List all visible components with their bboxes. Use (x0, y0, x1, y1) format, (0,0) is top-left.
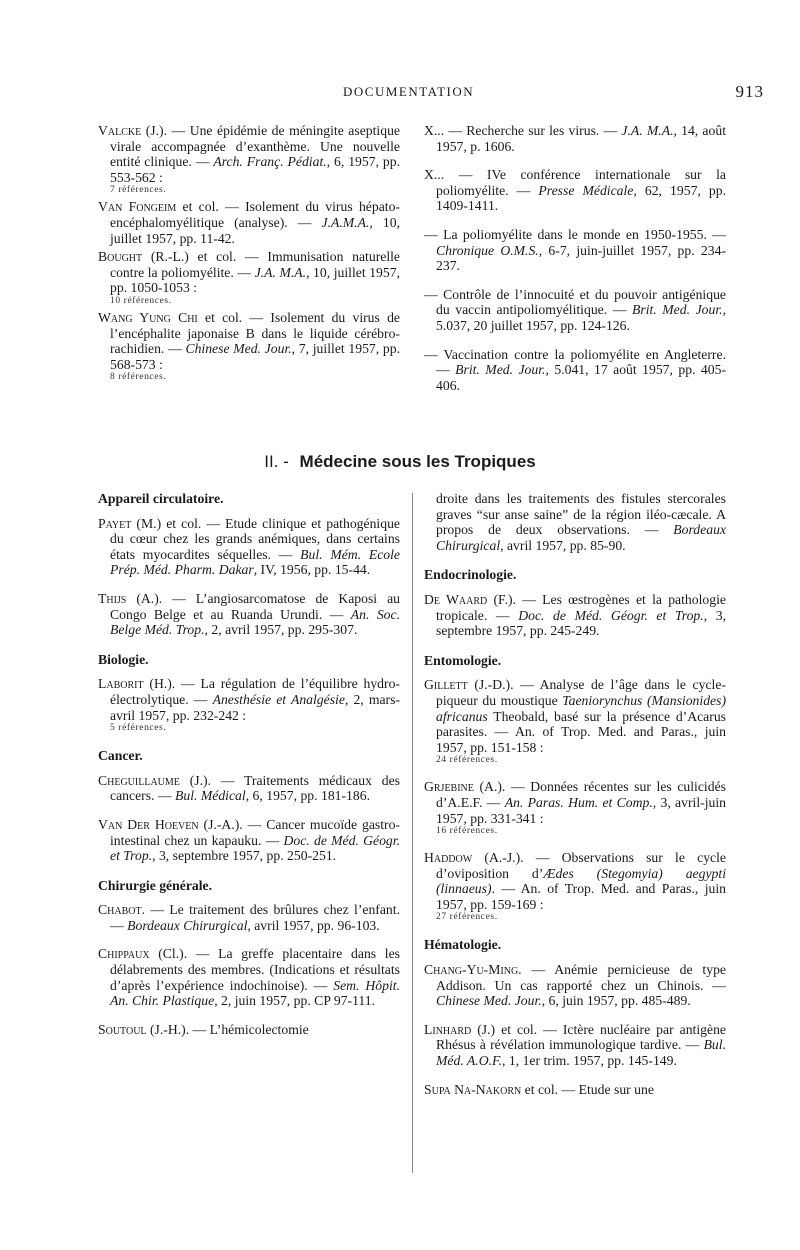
entry-title: — IVe conférence internationale sur la poliomyélite. — (436, 167, 726, 198)
entry-citation: Theobald, basé sur la présence d’Acarus parasites. — An. of Trop. Med. and Paras., juin 1957, pp. 151-158 : (436, 708, 726, 755)
entry-title: — Immunisation naturelle contre la poliomyélite. — (110, 249, 401, 280)
entry-citation: , 62, 1957, pp. 1409-1411. (436, 182, 727, 214)
entry-source: Ædes (Stegomyia) aegypti (linnaeus) (436, 865, 726, 897)
bibliography-entry (98, 773, 400, 804)
section-heading: Biologie. (98, 651, 149, 667)
entry-title: — L’angiosarcomatose de Kaposi au Congo Belge et au Ruanda Urundi. — (110, 590, 400, 622)
entry-citation: , 6, juin 1957, pp. 485-489. (541, 993, 691, 1009)
entry-source: Bul. Mém. Ecole Prép. Méd. Pharm. Dakar (110, 546, 400, 578)
section-heading: Cancer. (98, 748, 143, 764)
top-left-column (98, 123, 400, 386)
section-heading: Hématologie. (424, 937, 502, 953)
entry-source: Anesthésie et Analgésie (212, 691, 345, 707)
entry-title: — Observations sur le cycle d’oviposition d’ (436, 850, 726, 881)
entry-citation: , avril 1957, pp. 96-103. (247, 917, 380, 933)
entry-initials: (R.-L.) et col. (142, 249, 237, 265)
entry-source: J.A.M.A. (321, 214, 370, 230)
entry-author: Chang-Yu-Ming. (424, 962, 522, 978)
entry-source: An. Paras. Hum. et Comp. (504, 794, 653, 810)
entry-source: J.A. M.A. (621, 123, 674, 138)
entry-author: Supa Na-Nakorn (424, 1081, 522, 1097)
entry-citation: , 2, mars-avril 1957, pp. 232-242 : (110, 691, 401, 723)
entry-title: — Traitements médicaux des cancers. — (110, 772, 400, 804)
entry-citation: , 3, septembre 1957, pp. 245-249. (436, 607, 726, 639)
entry-lead: X... (424, 123, 445, 138)
entry-citation: . — An. of Trop. Med. and Paras., juin 1957, pp. 159-169 : (436, 881, 726, 912)
entry-source: Bul. Méd. A.O.F. (436, 1037, 726, 1069)
entry-title: — Cancer mucoïde gastro-intestinal chez un kapauku. — (110, 816, 400, 848)
column-divider (412, 493, 413, 1173)
continued-entry (424, 491, 726, 553)
bibliography-entry (424, 677, 726, 766)
entry-source: Brit. Med. Jour. (632, 302, 723, 318)
section-heading: Entomologie. (424, 652, 502, 668)
entry-source: Bul. Médical (174, 788, 246, 804)
entry-source: Arch. Franç. Pédiat. (213, 154, 327, 170)
entry-citation: , 6, 1957, pp. 181-186. (245, 788, 371, 804)
running-title: DOCUMENTATION (343, 84, 475, 99)
entry-author: Payet (98, 515, 132, 531)
entry-source: Presse Médicale (538, 182, 634, 198)
entry-source: An. Soc. Belge Méd. Trop. (110, 606, 400, 638)
entry-title: — La greffe placentaire dans les délabrements des membres. (Indications et résultats d’après l’expérience indochinoise). — (110, 946, 400, 993)
entry-source: Chinese Med. Jour. (436, 993, 542, 1009)
entry-initials: (J.) et col. (471, 1021, 538, 1037)
entry-source: Doc. de Méd. Géogr. et Trop. (110, 832, 400, 864)
entry-initials: et col. (176, 199, 219, 215)
entry-citation: , 14, août 1957, p. 1606. (436, 123, 726, 154)
entry-source: Brit. Med. Jour. (455, 362, 546, 378)
entry-references: 7 références. (110, 185, 167, 196)
bibliography-entry (98, 249, 400, 307)
entry-title: — Contrôle de l’innocuité et du pouvoir antigénique du vaccin antipoliomyélitique. — (424, 286, 726, 318)
entry-author: Gillett (424, 677, 468, 693)
entry-title: — Etude sur une (558, 1081, 654, 1097)
bibliography-entry (98, 199, 400, 246)
entry-initials: (F.). (487, 591, 516, 607)
entry-title: — Recherche sur les virus. — (444, 123, 622, 138)
entry-initials: (J.-H.). (146, 1021, 190, 1037)
bottom-right-column (424, 491, 726, 1110)
entry-source: Sem. Hôpit. An. Chir. Plastique (110, 977, 401, 1009)
entry-initials: et col. (521, 1081, 559, 1097)
entry-author: Wang Yung Chi (98, 309, 198, 325)
entry-author: Grjebine (424, 779, 474, 795)
entry-title: — Isolement du virus de l’encéphalite japonaise B dans le liquide cérébro-rachidien. — (110, 309, 400, 357)
entry-source: Doc. de Méd. Géogr. et Trop. (518, 607, 704, 623)
entry-author: Thijs (98, 590, 127, 606)
entry-citation: , 7, juillet 1957, pp. 568-573 : (110, 341, 400, 372)
entry-references: 27 références. (436, 912, 498, 923)
bibliography-entry (424, 227, 726, 274)
entry-references: 8 références. (110, 372, 167, 383)
top-right-column (424, 123, 726, 406)
entry-title: — Isolement du virus hépato-encéphalomyélitique (analyse). — (110, 199, 400, 230)
part-title (0, 452, 800, 472)
bibliography-entry (98, 310, 400, 383)
bibliography-entry (98, 516, 400, 578)
bibliography-entry (424, 287, 726, 334)
entry-initials: (Cl.). (149, 946, 188, 962)
bibliography-entry (424, 779, 726, 837)
bibliography-entry (98, 123, 400, 196)
bottom-left-column (98, 491, 400, 1050)
entry-author: Cheguillaume (98, 772, 180, 788)
entry-author: Bought (98, 249, 143, 265)
bibliography-entry (98, 676, 400, 734)
entry-title: — Ictère nucléaire par antigène Rhésus à révélation immunologique tardive. — (436, 1021, 726, 1053)
bibliography-entry (98, 946, 400, 1008)
bibliography-entry (424, 592, 726, 639)
entry-citation: , 5.037, 20 juillet 1957, pp. 124-126. (436, 302, 727, 333)
entry-source: Chronique O.M.S. (436, 242, 539, 258)
entry-title: — Anémie pernicieuse de type Addison. Un cas rapporté chez un Chinois. — (436, 962, 726, 993)
entry-initials: (A.). (473, 779, 506, 795)
entry-citation: , 10, juillet 1957, pp. 1050-1053 : (110, 264, 400, 296)
entry-citation: , IV, 1956, pp. 15-44. (253, 562, 371, 578)
entry-author: De Waard (424, 591, 488, 607)
entry-initials: (A.-J.). (472, 850, 524, 866)
entry-title: — La poliomyélite dans le monde en 1950-1955. — (424, 226, 726, 242)
entry-citation: , 2, avril 1957, pp. 295-307. (204, 622, 358, 638)
section-heading: Chirurgie générale. (98, 877, 213, 893)
entry-source: Bordeaux Chirurgical (436, 522, 726, 553)
entry-citation: , 5.041, 17 août 1957, pp. 405-406. (436, 362, 727, 393)
entry-author: Laborit (98, 676, 144, 692)
entry-initials: (J.). (141, 123, 168, 138)
entry-source: Chinese Med. Jour. (185, 341, 292, 357)
entry-author: Haddow (424, 850, 473, 866)
part-number: II. - (264, 452, 289, 471)
entry-initials: (M.) et col. (131, 515, 202, 531)
bibliography-entry (424, 167, 726, 214)
section-heading: Appareil circulatoire. (98, 491, 224, 506)
entry-title: — Etude clinique et pathogénique du cœur chez les grands anémiques, dans certains états myocardites séquelles. — (110, 515, 400, 562)
bibliography-entry (424, 123, 726, 154)
entry-source: Taeniorynchus (Mansionides) africanus (436, 692, 727, 724)
bibliography-entry (424, 850, 726, 923)
entry-source: Bordeaux Chirurgical (127, 917, 248, 933)
entry-author: Soutoul (98, 1021, 147, 1037)
entry-initials: (J.). (179, 772, 211, 788)
entry-author: Van Der Hoeven (98, 816, 199, 832)
entry-title: — Analyse de l’âge dans le cycle-piqueur du moustique (436, 677, 726, 708)
entry-citation: , 10, juillet 1957, pp. 11-42. (110, 214, 400, 246)
bibliography-entry (424, 1082, 726, 1098)
entry-title: — Une épidémie de méningite aseptique virale accompagnée d’exanthème. Une nouvelle entité clinique. — (110, 123, 400, 170)
entry-author: Van Fongeim (98, 199, 177, 215)
entry-citation: , avril 1957, pp. 85-90. (500, 537, 626, 553)
entry-title: — Les œstrogènes et la pathologie tropicale. — (436, 591, 726, 623)
section-heading: Endocrinologie. (424, 567, 517, 583)
entry-citation: , 6, 1957, pp. 553-562 : (110, 154, 400, 185)
entry-references: 16 références. (436, 826, 498, 837)
entry-citation: , 3, septembre 1957, pp. 250-251. (152, 848, 337, 864)
entry-references: 5 références. (110, 723, 167, 734)
entry-initials: et col. (197, 309, 243, 325)
bibliography-entry (98, 591, 400, 638)
entry-title: — La régulation de l’équilibre hydro-électrolytique. — (110, 676, 400, 707)
entry-citation: , 1, 1er trim. 1957, pp. 145-149. (502, 1053, 677, 1069)
entry-initials: (J.-D.). (467, 677, 514, 693)
entry-lead: X... (424, 167, 445, 183)
entry-references: 10 références. (110, 295, 172, 306)
entry-initials: (J.-A.). (198, 816, 243, 832)
part-heading: Médecine sous les Tropiques (299, 452, 536, 471)
entry-citation: , 2, juin 1957, pp. CP 97-111. (214, 993, 376, 1009)
entry-title: — Vaccination contre la poliomyélite en Angleterre. — (424, 346, 726, 378)
entry-author: Valcke (98, 123, 142, 138)
entry-source: J.A. M.A. (254, 264, 307, 280)
bibliography-entry (98, 902, 400, 933)
entry-title: droite dans les traitements des fistules stercorales graves “sur anse saine” de la région iléo-cæcale. A propos de deux observations. — (436, 491, 726, 538)
entry-initials: (H.). (143, 676, 176, 692)
page-number: 913 (735, 82, 764, 101)
entry-title: — L’hémicolectomie (189, 1021, 309, 1037)
bibliography-entry (424, 962, 726, 1009)
entry-title: — Données récentes sur les culicidés d’A.E.F. — (436, 779, 726, 810)
entry-title: — Le traitement des brûlures chez l’enfant. — (110, 902, 400, 933)
entry-author: Chippaux (98, 946, 150, 962)
bibliography-entry (98, 817, 400, 864)
entry-citation: , 6-7, juin-juillet 1957, pp. 234-237. (436, 242, 726, 274)
entry-references: 24 références. (436, 755, 498, 766)
bibliography-entry (424, 1022, 726, 1069)
entry-initials: (A.). (126, 590, 163, 606)
running-header (0, 84, 800, 104)
bibliography-entry (98, 1022, 400, 1038)
bibliography-entry (424, 347, 726, 394)
entry-citation: , 3, avril-juin 1957, pp. 331-341 : (436, 794, 726, 826)
entry-author: Linhard (424, 1021, 472, 1037)
entry-author: Chabot. (98, 902, 145, 918)
